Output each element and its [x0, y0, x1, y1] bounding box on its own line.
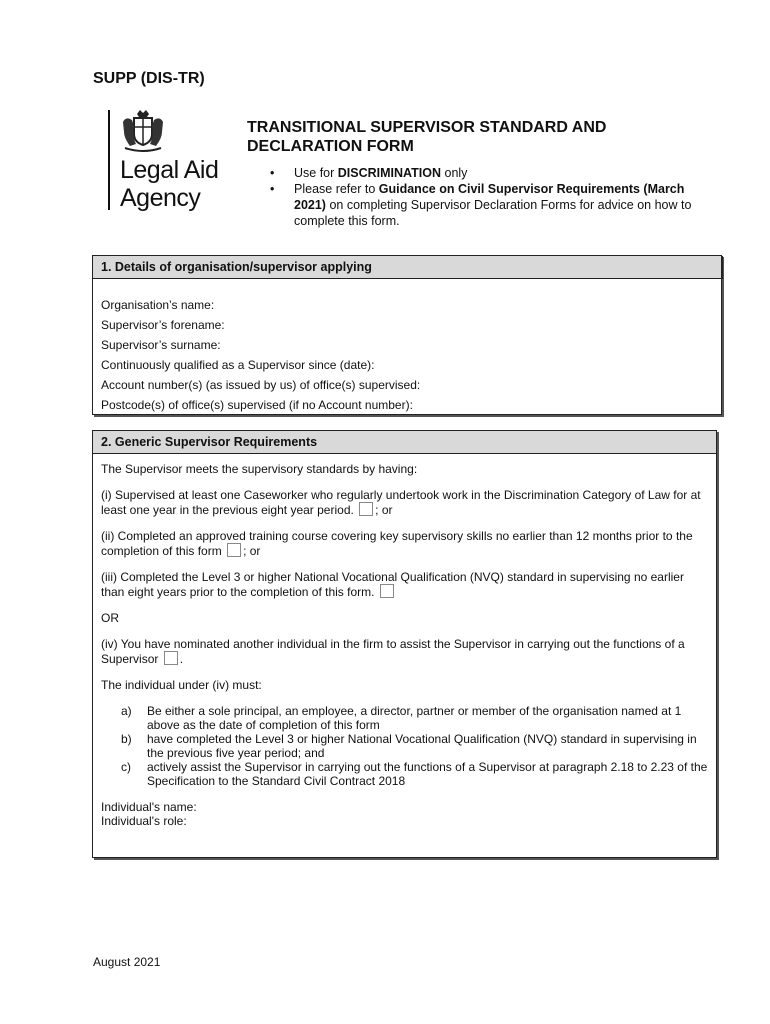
section-2-box: [92, 430, 717, 858]
logo-text-line2: Agency: [120, 184, 201, 212]
individual-role-field[interactable]: Individual's role:: [101, 814, 187, 828]
list-item: a) Be either a sole principal, an employee, a director, partner or member of the organisation named at 1 above as the date of completion of this form: [121, 704, 682, 732]
individual-intro: The individual under (iv) must:: [101, 678, 262, 692]
logo-text-line1: Legal Aid: [120, 156, 219, 184]
option-iv: (iv) You have nominated another individual in the firm to assist the Supervisor in carrying out the functions of a Supervisor .: [101, 637, 685, 666]
logo-divider: [108, 110, 110, 210]
supervisor-forename-field[interactable]: Supervisor’s forename:: [101, 318, 225, 332]
or-separator: OR: [101, 611, 119, 625]
supervisor-surname-field[interactable]: Supervisor’s surname:: [101, 338, 221, 352]
instruction-list: [270, 165, 700, 229]
instruction-item: • Use for DISCRIMINATION only: [270, 165, 700, 181]
list-item: c) actively assist the Supervisor in carrying out the functions of a Supervisor at paragraph 2.18 to 2.23 of the Specification to the Standard Civil Contract 2018: [121, 760, 708, 788]
legal-aid-agency-logo: [104, 108, 236, 212]
form-code: SUPP (DIS-TR): [93, 70, 205, 87]
royal-crest-icon: [120, 108, 166, 152]
account-number-field[interactable]: Account number(s) (as issued by us) of office(s) supervised:: [101, 378, 421, 392]
option-ii: (ii) Completed an approved training course covering key supervisory skills no earlier than 12 months prior to the completion of this form ; or: [101, 529, 693, 558]
postcode-field[interactable]: Postcode(s) of office(s) supervised (if no Account number):: [101, 398, 413, 412]
section-1-box: [92, 255, 722, 415]
individual-requirements-list: [101, 704, 708, 788]
instruction-item: • Please refer to Guidance on Civil Supervisor Requirements (March 2021) on completing Supervisor Declaration Forms for advice on how to complete this form.: [270, 181, 700, 229]
option-iii: (iii) Completed the Level 3 or higher National Vocational Qualification (NVQ) standard in supervising no earlier than eight years prior to the completion of this form.: [101, 570, 684, 599]
option-i-checkbox[interactable]: [359, 502, 373, 516]
section-2-intro: The Supervisor meets the supervisory standards by having:: [101, 462, 418, 476]
option-i: (i) Supervised at least one Caseworker who regularly undertook work in the Discrimination Category of Law for at least one year in the previous eight year period. ; or: [101, 488, 701, 517]
footer-date: August 2021: [93, 955, 161, 969]
section-1-heading: 1. Details of organisation/supervisor applying: [93, 256, 723, 279]
form-title: TRANSITIONAL SUPERVISOR STANDARD AND DECLARATION FORM: [247, 119, 607, 155]
individual-name-field[interactable]: Individual's name:: [101, 800, 197, 814]
organisation-name-field[interactable]: Organisation’s name:: [101, 298, 215, 312]
option-iv-checkbox[interactable]: [164, 651, 178, 665]
option-iii-checkbox[interactable]: [380, 584, 394, 598]
section-2-heading: 2. Generic Supervisor Requirements: [93, 431, 716, 454]
option-ii-checkbox[interactable]: [227, 543, 241, 557]
qualified-since-field[interactable]: Continuously qualified as a Supervisor since (date):: [101, 358, 375, 372]
list-item: b) have completed the Level 3 or higher National Vocational Qualification (NVQ) standard in supervising in the previous five year period; and: [121, 732, 697, 760]
